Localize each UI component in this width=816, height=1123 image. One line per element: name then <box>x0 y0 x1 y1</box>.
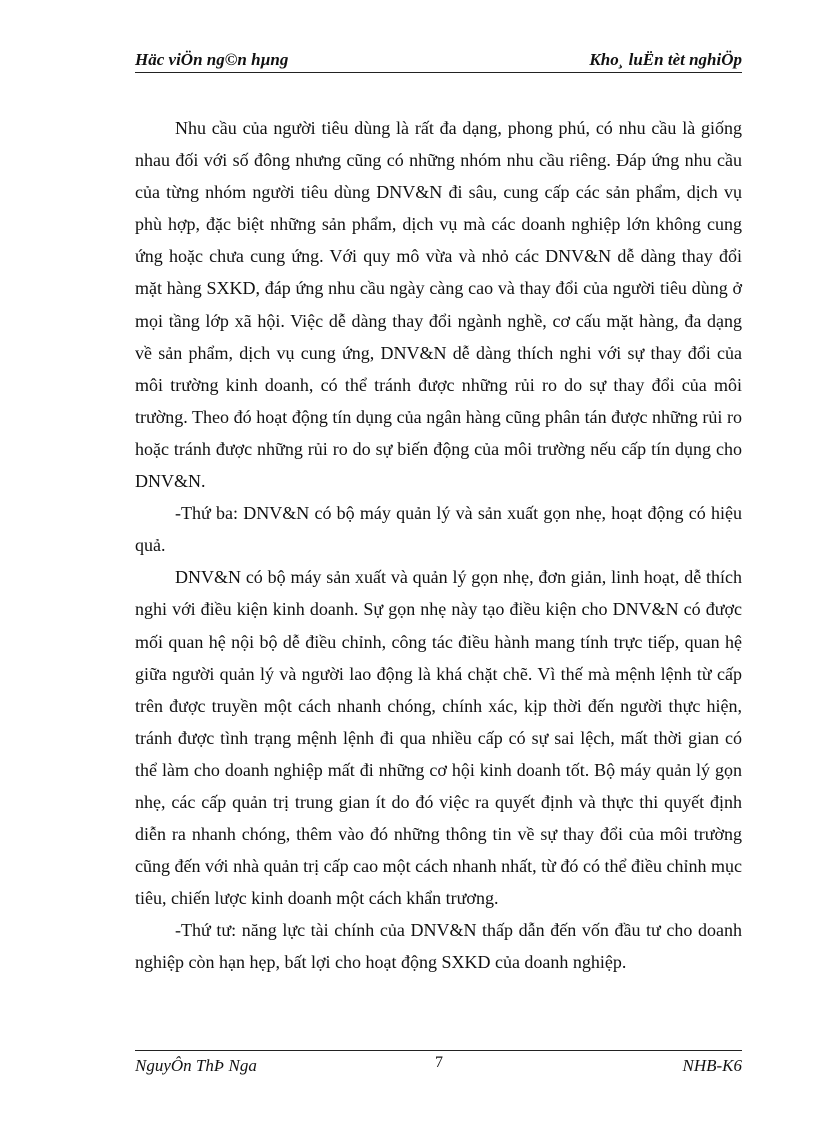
footer-divider <box>135 1050 742 1051</box>
header-institution: Häc viÖn ng©n hµng <box>135 50 289 69</box>
footer-class-code: NHB-K6 <box>682 1056 742 1075</box>
paragraph: -Thứ ba: DNV&N có bộ máy quản lý và sản xuất gọn nhẹ, hoạt động có hiệu quả. <box>135 503 742 556</box>
footer-author: NguyÔn ThÞ Nga <box>135 1056 257 1075</box>
paragraph: -Thứ tư: năng lực tài chính của DNV&N thấp dẫn đến vốn đầu tư cho doanh nghiệp còn hạn hẹp, bất lợi cho hoạt động SXKD của doanh nghiệp. <box>135 920 742 973</box>
paragraph: Nhu cầu của người tiêu dùng là rất đa dạng, phong phú, có nhu cầu là giống nhau đối với số đông nhưng cũng có những nhóm nhu cầu riêng. Đáp ứng nhu cầu của từng nhóm người tiêu dùng DNV&N đi sâu, cung cấp các sản phẩm, dịch vụ phù hợp, đặc biệt những sản phẩm, dịch vụ mà các doanh nghiệp lớn không cung ứng hoặc chưa cung ứng. Với quy mô vừa và nhỏ các DNV&N dễ dàng thay đổi mặt hàng SXKD, đáp ứng nhu cầu ngày càng cao và thay đổi của người tiêu dùng ở mọi tầng lớp xã hội. Việc dễ dàng thay đổi ngành nghề, cơ cấu mặt hàng, đa dạng về sản phẩm, dịch vụ cung ứng, DNV&N dễ dàng thích nghi với sự thay đổi của môi trường kinh doanh, có thể tránh được những rủi ro do sự thay đổi của môi trường. Theo đó hoạt động tín dụng của ngân hàng cũng phân tán được những rủi ro hoặc tránh được những rủi ro do sự biến động của môi trường nếu cấp tín dụng cho DNV&N. <box>135 118 742 492</box>
page-header <box>135 50 742 72</box>
header-document-type: Kho¸ luËn tèt nghiÖp <box>589 50 742 69</box>
paragraph: DNV&N có bộ máy sản xuất và quản lý gọn nhẹ, đơn giản, linh hoạt, dễ thích nghi với điều kiện kinh doanh. Sự gọn nhẹ này tạo điều kiện cho DNV&N có được mối quan hệ nội bộ dễ điều chỉnh, công tác điều hành mang tính trực tiếp, quan hệ giữa người quản lý và người lao động là khá chặt chẽ. Vì thế mà mệnh lệnh từ cấp trên được truyền một cách nhanh chóng, chính xác, kịp thời đến người thực hiện, tránh được tình trạng mệnh lệnh đi qua nhiều cấp có sự sai lệch, mất thời gian có thể làm cho doanh nghiệp mất đi những cơ hội kinh doanh tốt. Bộ máy quản lý gọn nhẹ, các cấp quản trị trung gian ít do đó việc ra quyết định và thực thi quyết định diễn ra nhanh chóng, thêm vào đó những thông tin về sự thay đổi của môi trường cũng đến với nhà quản trị cấp cao một cách nhanh nhất, từ đó có thể điều chỉnh mục tiêu, chiến lược kinh doanh một cách khẩn trương. <box>135 567 742 909</box>
header-divider <box>135 72 742 73</box>
page-footer <box>135 1054 742 1078</box>
page-number: 7 <box>435 1054 443 1071</box>
body-text <box>135 112 742 979</box>
